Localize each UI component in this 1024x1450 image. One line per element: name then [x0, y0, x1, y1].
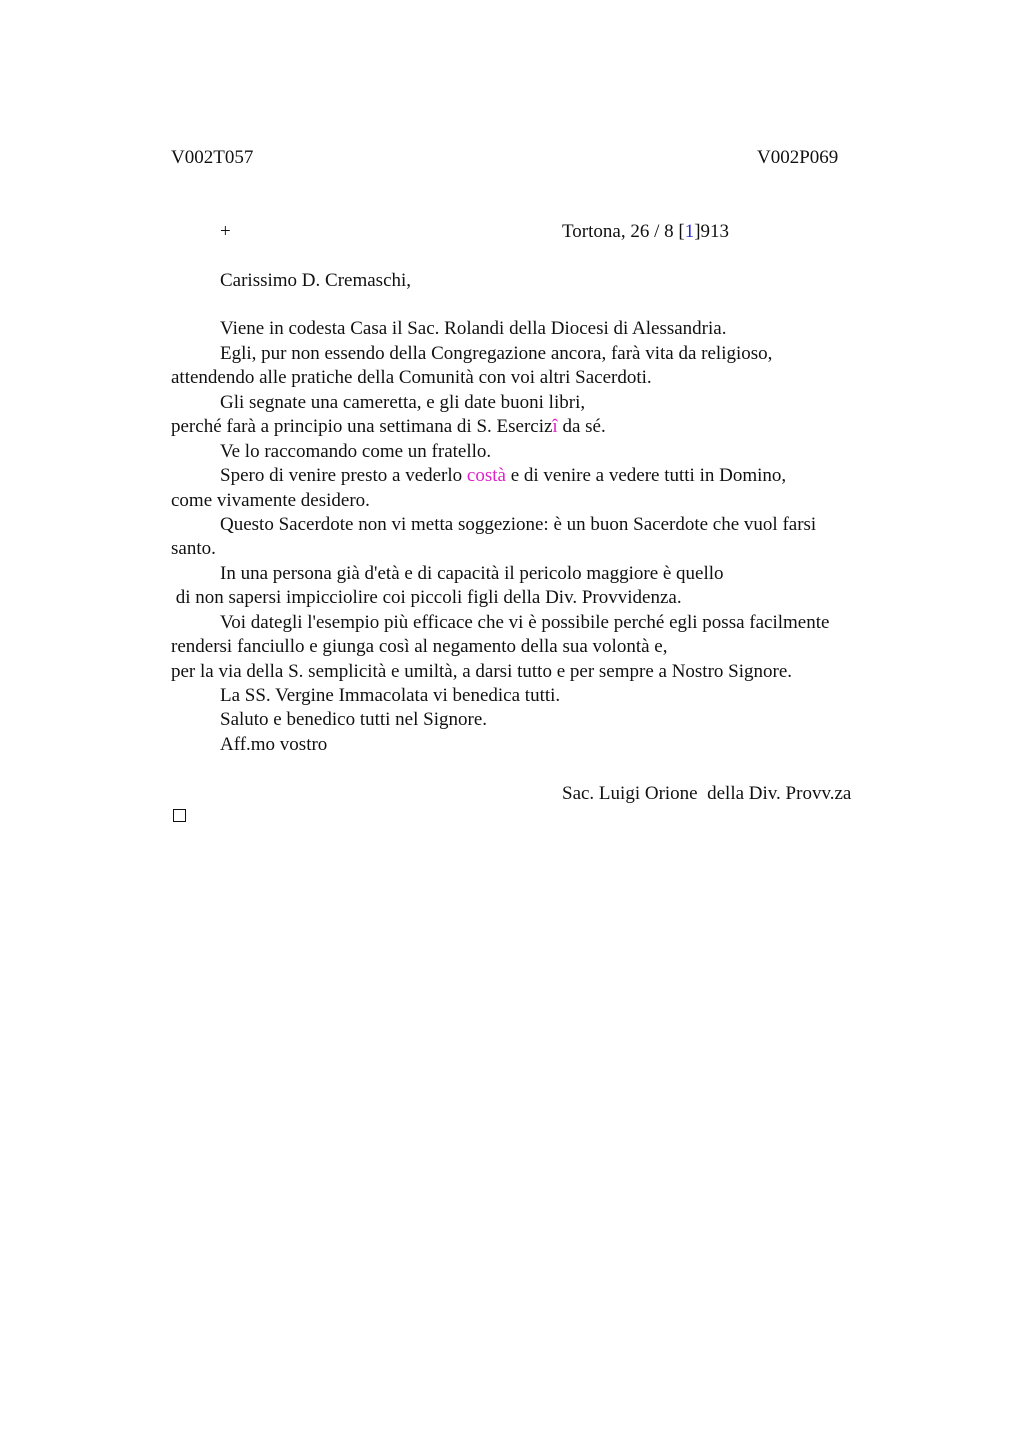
- body-line-5-end: da sé.: [557, 416, 606, 437]
- square-outline-icon: [173, 809, 186, 822]
- body-line-17: Saluto e benedico tutti nel Signore.: [220, 709, 488, 730]
- body-line-5: [171, 415, 606, 439]
- cross-symbol: +: [220, 221, 231, 242]
- body-line-15: per la via della S. semplicità e umiltà, a darsi tutto e per sempre a Nostro Signore.: [171, 661, 793, 682]
- body-line-7-start: Spero di venire presto a vederlo: [220, 465, 467, 486]
- salutation: Carissimo D. Cremaschi,: [220, 270, 412, 291]
- body-line-9: Questo Sacerdote non vi metta soggezione: è un buon Sacerdote che vuol farsi: [220, 514, 817, 535]
- body-line-12: di non sapersi impicciolire coi piccoli figli della Div. Provvidenza.: [171, 587, 682, 608]
- body-line-5-start: perché farà a principio una settimana di S. Eserciz: [171, 416, 553, 437]
- body-line-4: Gli segnate una cameretta, e gli date buoni libri,: [220, 392, 586, 413]
- body-line-6: Ve lo raccomando come un fratello.: [220, 441, 492, 462]
- body-line-3: attendendo alle pratiche della Comunità con voi altri Sacerdoti.: [171, 367, 652, 388]
- highlighted-word: costà: [466, 465, 506, 486]
- date-prefix: Tortona, 26 / 8 [: [562, 221, 685, 242]
- body-line-7-end: e di venire a vedere tutti in Domino,: [505, 465, 787, 486]
- document-code-left: V002T057: [171, 147, 254, 168]
- signature: Sac. Luigi Orione della Div. Provv.za: [562, 783, 852, 804]
- body-line-8: come vivamente desidero.: [171, 490, 370, 511]
- body-line-7: [220, 464, 786, 488]
- letter-date: [562, 220, 729, 244]
- body-line-13: Voi dategli l'esempio più efficace che vi è possibile perché egli possa facilmente: [220, 612, 830, 633]
- closing: Aff.mo vostro: [220, 734, 328, 755]
- body-line-10: santo.: [171, 538, 216, 559]
- highlighted-letter: î: [552, 416, 558, 437]
- date-suffix: ]913: [694, 221, 730, 242]
- date-bracket-digit: 1: [684, 221, 695, 242]
- body-line-1: Viene in codesta Casa il Sac. Rolandi della Diocesi di Alessandria.: [220, 318, 727, 339]
- body-line-11: In una persona già d'età e di capacità il pericolo maggiore è quello: [220, 563, 724, 584]
- document-code-right: V002P069: [757, 147, 839, 168]
- body-line-16: La SS. Vergine Immacolata vi benedica tutti.: [220, 685, 561, 706]
- body-line-2: Egli, pur non essendo della Congregazione ancora, farà vita da religioso,: [220, 343, 773, 364]
- body-line-14: rendersi fanciullo e giunga così al negamento della sua volontà e,: [171, 636, 668, 657]
